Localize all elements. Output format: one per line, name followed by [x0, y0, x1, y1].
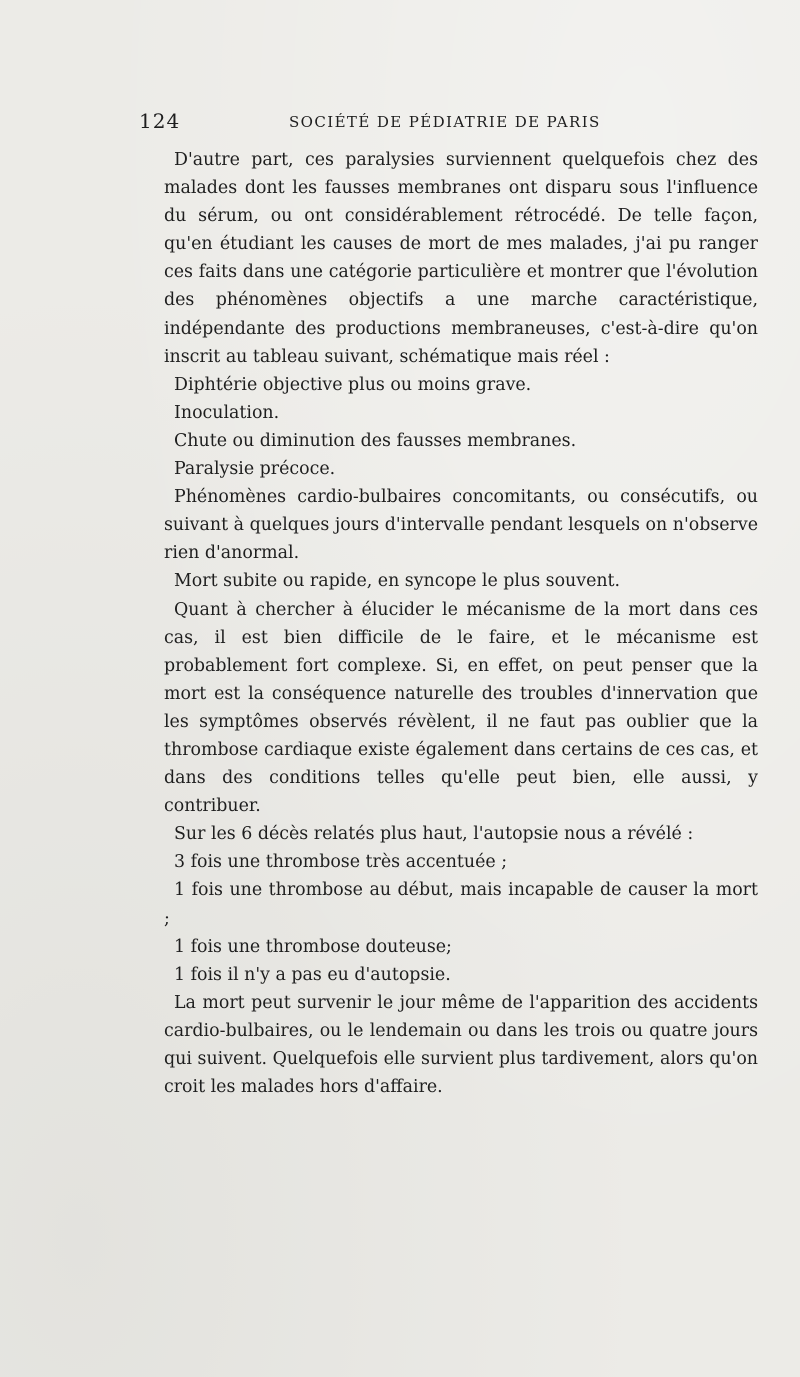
schema-item: Phénomènes cardio-bulbaires concomitants, ou consécutifs, ou suivant à quelques jours d'intervalle pendant lesquels on n'observe rien d'anormal. [164, 487, 758, 564]
running-head [139, 108, 759, 134]
page-number: 124 [139, 109, 181, 133]
schema-item: Inoculation. [174, 402, 280, 423]
schema-item: Mort subite ou rapide, en syncope le plus souvent. [174, 571, 621, 592]
autopsy-item: 1 fois il n'y a pas eu d'autopsie. [174, 964, 451, 985]
journal-title: SOCIÉTÉ DE PÉDIATRIE DE PARIS [289, 113, 601, 131]
body-text [164, 146, 758, 1101]
autopsy-item: 1 fois une thrombose douteuse; [174, 936, 452, 957]
paragraph-autopsy-intro: Sur les 6 décès relatés plus haut, l'autopsie nous a révélé : [174, 824, 694, 845]
schema-item: Diphtérie objective plus ou moins grave. [174, 374, 532, 395]
paragraph-timing: La mort peut survenir le jour même de l'apparition des accidents cardio-bulbaires, ou le lendemain ou dans les trois ou quatre jours qui suivent. Quelquefois elle survient plus tardivement, alors qu'on croit les malades hors d'affaire. [164, 992, 758, 1098]
autopsy-item: 3 fois une thrombose très accentuée ; [174, 852, 508, 873]
autopsy-item: 1 fois une thrombose au début, mais incapable de causer la mort ; [164, 880, 758, 929]
paragraph-mechanism: Quant à chercher à élucider le mécanisme de la mort dans ces cas, il est bien difficile de le faire, et le mécanisme est probablement fort complexe. Si, en effet, on peut penser que la mort est la conséquence naturelle des troubles d'innervation que les symptômes observés révèlent, il ne faut pas oublier que la thrombose cardiaque existe également dans certains de ces cas, et dans des conditions telles qu'elle peut bien, elle aussi, y contribuer. [164, 599, 758, 817]
paragraph-intro: D'autre part, ces paralysies surviennent quelquefois chez des malades dont les fausses membranes ont disparu sous l'influence du sérum, ou ont considérablement rétrocédé. De telle façon, qu'en étudiant les causes de mort de mes malades, j'ai pu ranger ces faits dans une catégorie particulière et montrer que l'évolution des phénomènes objectifs a une marche caractéristique, indépendante des productions membraneuses, c'est-à-dire qu'on inscrit au tableau suivant, schématique mais réel : [164, 150, 758, 367]
schema-item: Paralysie précoce. [174, 459, 336, 480]
schema-item: Chute ou diminution des fausses membranes. [174, 430, 577, 451]
